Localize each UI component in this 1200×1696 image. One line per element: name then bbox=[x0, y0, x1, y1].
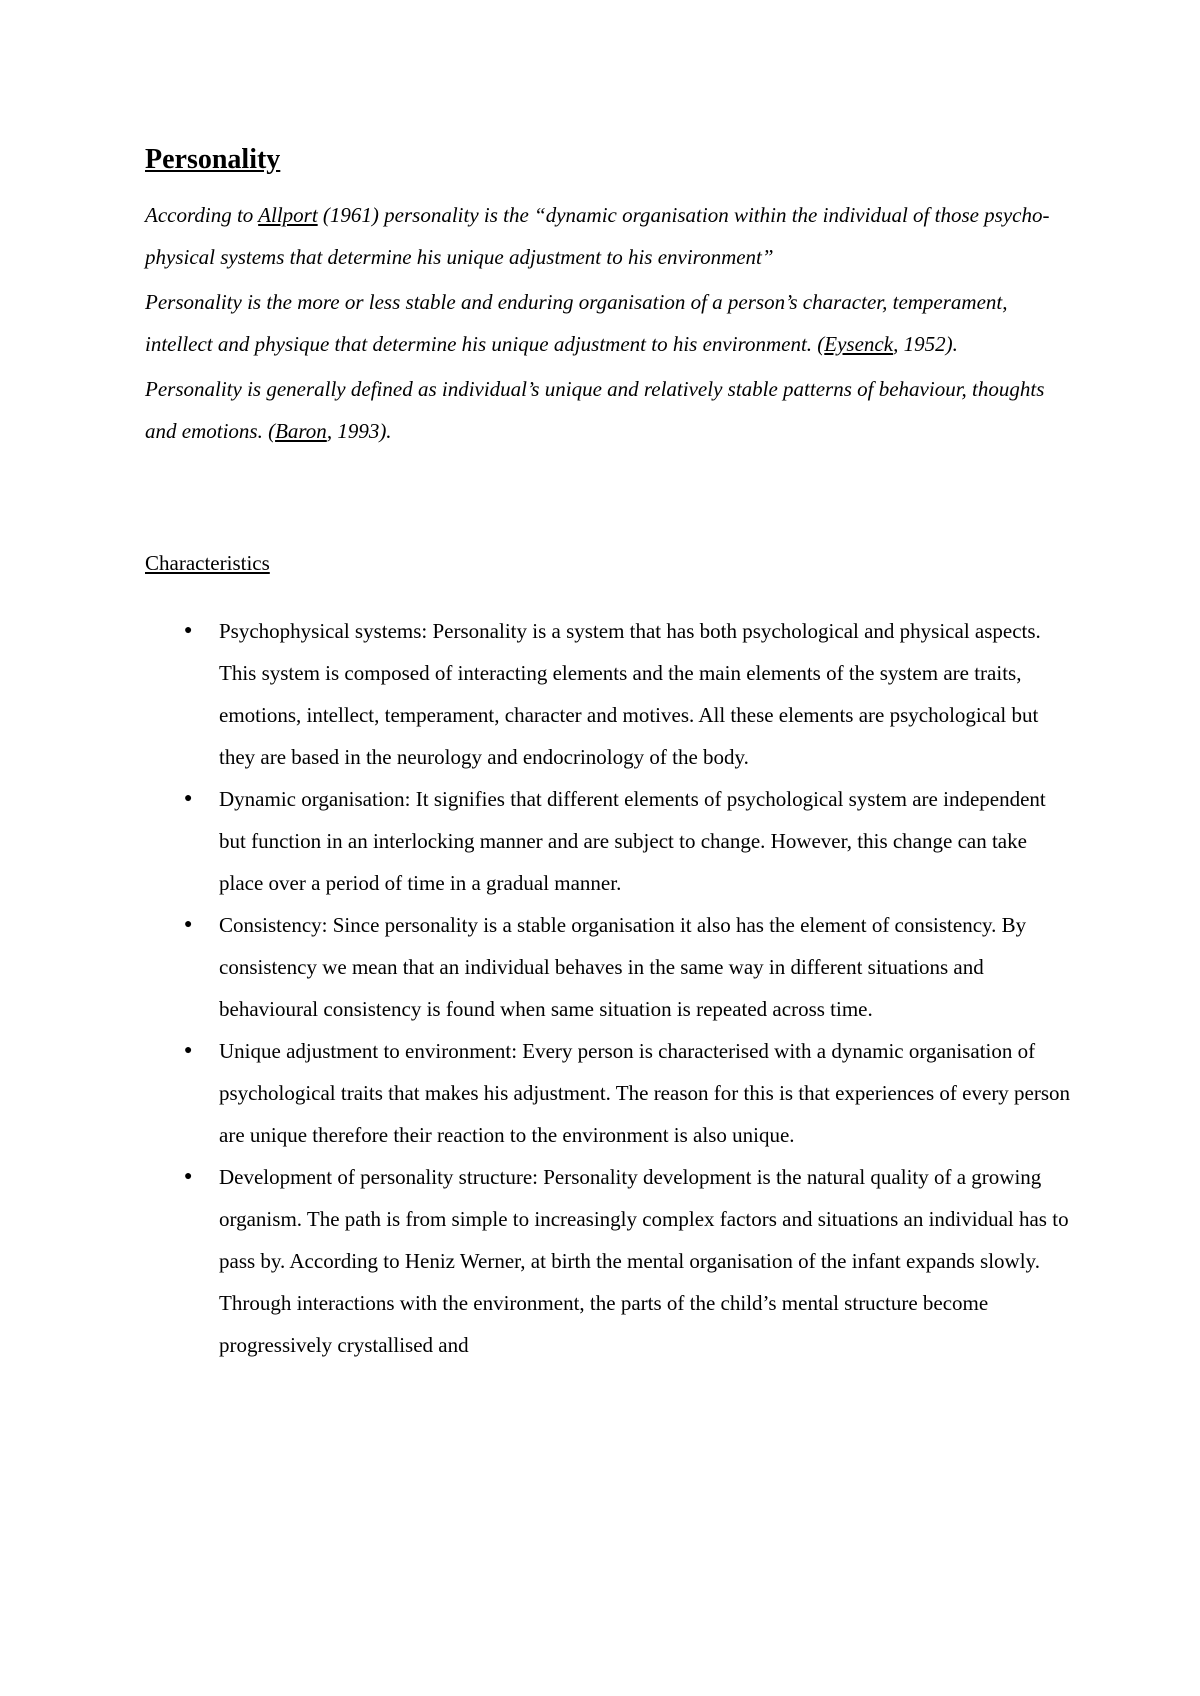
citation-allport: Allport bbox=[258, 202, 318, 227]
list-item bbox=[145, 1156, 1075, 1366]
definition-baron bbox=[145, 368, 1075, 452]
bullet-icon: ● bbox=[184, 916, 193, 932]
bullet-icon: ● bbox=[184, 1042, 193, 1058]
list-item bbox=[145, 1030, 1075, 1156]
definition-text-before: Personality is generally defined as individual’s unique and relatively stable patterns of behaviour, thoughts and emotions. ( bbox=[145, 376, 1045, 443]
list-item-text: Development of personality structure: Personality development is the natural quality of a growing organism. The path is from simple to increasingly complex factors and situations an individual has to pass by. According to Heniz Werner, at birth the mental organisation of the infant expands slowly. Through interactions with the environment, the parts of the child’s mental structure become progressively crystallised and bbox=[219, 1164, 1069, 1357]
list-item bbox=[145, 904, 1075, 1030]
bullet-icon: ● bbox=[184, 622, 193, 638]
list-item-text: Consistency: Since personality is a stable organisation it also has the element of consistency. By consistency we mean that an individual behaves in the same way in different situations and behavioural consistency is found when same situation is repeated across time. bbox=[219, 912, 1027, 1021]
list-item-text: Dynamic organisation: It signifies that different elements of psychological system are independent but function in an interlocking manner and are subject to change. However, this change can take place over a period of time in a gradual manner. bbox=[219, 786, 1046, 895]
characteristics-list bbox=[145, 610, 1075, 1366]
definition-text-before: Personality is the more or less stable and enduring organisation of a person’s character, temperament, intellect and physique that determine his unique adjustment to his environment. ( bbox=[145, 289, 1008, 356]
document-body bbox=[145, 143, 1075, 1366]
bullet-icon: ● bbox=[184, 1168, 193, 1184]
list-item bbox=[145, 778, 1075, 904]
page-title: Personality bbox=[145, 144, 281, 175]
list-item bbox=[145, 610, 1075, 778]
definition-allport bbox=[145, 194, 1075, 278]
list-item-text: Unique adjustment to environment: Every person is characterised with a dynamic organisation of psychological traits that makes his adjustment. The reason for this is that experiences of every person are unique therefore their reaction to the environment is also unique. bbox=[219, 1038, 1071, 1147]
citation-eysenck: Eysenck bbox=[824, 331, 894, 356]
definition-text-after: , 1952). bbox=[893, 331, 958, 356]
definition-eysenck bbox=[145, 281, 1075, 365]
section-heading-characteristics: Characteristics bbox=[145, 550, 270, 575]
definition-text-after: (1961) personality is the “dynamic organisation within the individual of those psycho-physical systems that determine his unique adjustment to his environment” bbox=[145, 202, 1050, 269]
list-item-text: Psychophysical systems: Personality is a system that has both psychological and physical aspects. This system is composed of interacting elements and the main elements of the system are traits, emotions, intellect, temperament, character and motives. All these elements are psychological but they are based in the neurology and endocrinology of the body. bbox=[219, 618, 1041, 769]
bullet-icon: ● bbox=[184, 790, 193, 806]
definition-text-after: , 1993). bbox=[326, 418, 392, 443]
definition-text-before: According to bbox=[145, 202, 259, 227]
citation-baron: Baron bbox=[275, 418, 327, 443]
